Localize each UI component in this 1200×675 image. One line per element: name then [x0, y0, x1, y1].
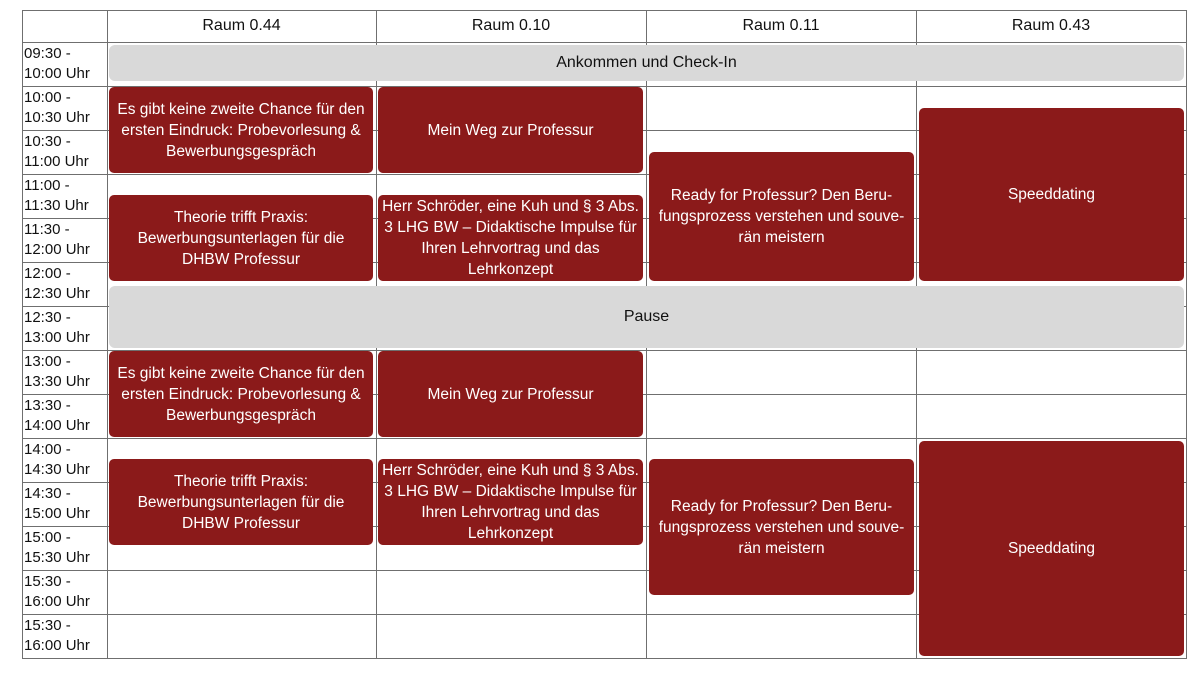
time-slot: 11:30 - 12:00 Uhr	[24, 221, 90, 258]
time-slot: 15:30 - 16:00 Uhr	[24, 573, 90, 610]
session-theorie-praxis[interactable]: Theorie trifft Praxis: Bewerbungsunterlagen für die DHBW Professur	[109, 195, 373, 281]
session-first-impression[interactable]: Es gibt keine zweite Chance für den ersten Eindruck: Probevorlesung & Bewerbungsgespräch	[109, 87, 373, 173]
session-schroeder[interactable]: Herr Schröder, eine Kuh und § 3 Abs. 3 LHG BW – Didaktische Impulse für Ihren Lehrvortrag und das Lehrkonzept	[378, 459, 643, 545]
checkin-band: Ankommen und Check-In	[109, 45, 1184, 81]
session-speeddating[interactable]: Speeddating	[919, 441, 1184, 656]
session-berufung[interactable]: Ready for Professur? Den Beru-fungsprozess verstehen und souve-rän meistern	[649, 152, 914, 281]
time-slot: 15:30 - 16:00 Uhr	[24, 617, 90, 654]
time-slot: 09:30 - 10:00 Uhr	[24, 45, 90, 82]
time-slot: 12:00 - 12:30 Uhr	[24, 265, 90, 302]
time-slot: 13:30 - 14:00 Uhr	[24, 397, 90, 434]
session-berufung[interactable]: Ready for Professur? Den Beru-fungsprozess verstehen und souve-rän meistern	[649, 459, 914, 595]
time-slot: 13:00 - 13:30 Uhr	[24, 353, 90, 390]
session-first-impression[interactable]: Es gibt keine zweite Chance für den ersten Eindruck: Probevorlesung & Bewerbungsgespräch	[109, 351, 373, 437]
session-professur-path[interactable]: Mein Weg zur Professur	[378, 87, 643, 173]
grid-row-line	[22, 658, 1186, 659]
time-slot: 10:00 - 10:30 Uhr	[24, 89, 90, 126]
time-slot: 10:30 - 11:00 Uhr	[24, 133, 89, 170]
room-header-0-11: Raum 0.11	[742, 17, 820, 34]
grid-row-line	[22, 42, 1186, 43]
session-speeddating[interactable]: Speeddating	[919, 108, 1184, 281]
room-header-0-44: Raum 0.44	[202, 17, 281, 34]
grid-column-line	[22, 10, 23, 659]
session-schroeder[interactable]: Herr Schröder, eine Kuh und § 3 Abs. 3 LHG BW – Didaktische Impulse für Ihren Lehrvortrag und das Lehrkonzept	[378, 195, 643, 281]
pause-band: Pause	[109, 286, 1184, 348]
grid-column-line	[1186, 10, 1187, 659]
room-header-0-10: Raum 0.10	[471, 17, 551, 34]
session-professur-path[interactable]: Mein Weg zur Professur	[378, 351, 643, 437]
grid-row-line	[22, 438, 1186, 439]
room-header-0-43: Raum 0.43	[1011, 17, 1091, 34]
time-slot: 15:00 - 15:30 Uhr	[24, 529, 90, 566]
time-slot: 11:00 - 11:30 Uhr	[24, 177, 89, 214]
grid-column-line	[107, 10, 108, 659]
time-slot: 14:00 - 14:30 Uhr	[24, 441, 90, 478]
time-slot: 12:30 - 13:00 Uhr	[24, 309, 90, 346]
session-theorie-praxis[interactable]: Theorie trifft Praxis: Bewerbungsunterlagen für die DHBW Professur	[109, 459, 373, 545]
time-slot: 14:30 - 15:00 Uhr	[24, 485, 90, 522]
